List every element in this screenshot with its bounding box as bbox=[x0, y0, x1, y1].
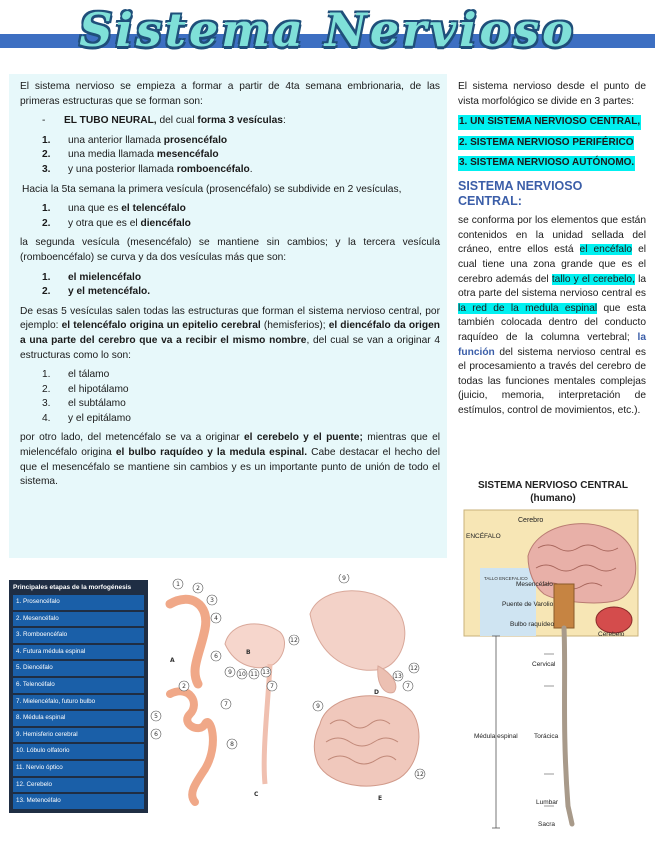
legend-item: 13. Metencéfalo bbox=[13, 794, 144, 809]
legend-item: 1. Prosencéfalo bbox=[13, 595, 144, 610]
stage-letter: E bbox=[378, 795, 383, 802]
rhombencephalon-list bbox=[20, 271, 440, 300]
stage-e-brain bbox=[314, 696, 419, 786]
page-title: Sistema Nervioso bbox=[79, 3, 576, 57]
list-item: 1. el mielencéfalo bbox=[42, 271, 142, 283]
legend-header: Principales etapas de la morfogénesis bbox=[13, 584, 132, 591]
label-cervical: Cervical bbox=[532, 661, 556, 668]
callout-label: 7 bbox=[406, 683, 410, 690]
fifth-week-paragraph: Hacia la 5ta semana la primera vesícula (prosencéfalo) se subdivide en 2 vesículas, bbox=[22, 183, 402, 195]
legend-item: 9. Hemisferio cerebral bbox=[13, 728, 144, 743]
left-text bbox=[20, 80, 440, 495]
callout-label: 12 bbox=[416, 771, 424, 778]
list-item: 2. una media llamada mesencéfalo bbox=[42, 149, 219, 161]
label-toracica: Torácica bbox=[534, 733, 559, 740]
snc-subheading: SISTEMA NERVIOSO CENTRAL: bbox=[458, 178, 583, 208]
label-encefalo: ENCÉFALO bbox=[466, 533, 501, 540]
list-item: 1. una que es el telencéfalo bbox=[42, 203, 186, 215]
spinal-cord bbox=[564, 628, 572, 824]
prosencephalon-list bbox=[20, 202, 440, 231]
callout-label: 10 bbox=[238, 671, 246, 678]
callout-label: 6 bbox=[214, 653, 218, 660]
structures-paragraph: De esas 5 vesículas salen todas las estructuras que forman el sistema nervioso central, por ejemplo: el telencéfalo origina un epitelio cerebral (hemisferios); el diencéfalo da origen a una parte del cerebro que va a recibir el mismo nombre, del cual se van a originar 4 estructuras como lo son: bbox=[20, 305, 440, 361]
callout-label: 9 bbox=[316, 703, 320, 710]
legend-item: 10. Lóbulo olfatorio bbox=[13, 744, 144, 759]
stage-letter: B bbox=[246, 649, 251, 656]
division-item: 1. UN SISTEMA NERVIOSO CENTRAL, bbox=[458, 115, 641, 130]
list-item: 3. el subtálamo bbox=[42, 398, 126, 410]
embryo-brain-illustration bbox=[150, 574, 446, 814]
stage-a-tube bbox=[170, 599, 206, 684]
callout-label: 6 bbox=[154, 731, 158, 738]
legend-item: 11. Nervio óptico bbox=[13, 761, 144, 776]
label-mesencefalo: Mesencéfalo bbox=[516, 581, 553, 588]
label-bulbo: Bulbo raquídeo bbox=[510, 621, 555, 628]
label-sacra: Sacra bbox=[538, 821, 555, 828]
callout-label: 7 bbox=[224, 701, 228, 708]
metencephalon-paragraph: por otro lado, del metencéfalo se va a originar el cerebelo y el puente; mientras que el mielencéfalo origina el bulbo raquídeo y la medula espinal. Cabe destacar el hecho del que el mesencéfalo se mantiene sin cambios y es un importante punto de unión de todo el sistema. bbox=[20, 432, 440, 488]
callout-label: 9 bbox=[228, 669, 232, 676]
division-item: 2. SISTEMA NERVIOSO PERIFÉRICO bbox=[458, 136, 634, 151]
callout-label: 13 bbox=[394, 673, 402, 680]
label-puente: Puente de Varolio bbox=[502, 601, 554, 608]
legend-item: 12. Cerebelo bbox=[13, 778, 144, 793]
right-column bbox=[458, 80, 646, 424]
label-medula: Médula espinal bbox=[474, 733, 518, 740]
legend-item: 5. Diencéfalo bbox=[13, 661, 144, 676]
division-item: 3. SISTEMA NERVIOSO AUTÓNOMO. bbox=[458, 156, 635, 171]
intro-paragraph: El sistema nervioso se empieza a formar a partir de 4ta semana embrionaria, de las primeras estructuras que se forman son: bbox=[20, 81, 440, 107]
diagram-subtitle: (humano) bbox=[530, 493, 576, 504]
list-item: 2. y el metencéfalo. bbox=[42, 286, 151, 298]
stage-d-brain bbox=[310, 591, 405, 671]
label-tallo: TALLO ENCEFALICO bbox=[484, 576, 528, 581]
stage-letter: A bbox=[170, 657, 175, 664]
division-paragraph: El sistema nervioso desde el punto de vista morfológico se divide en 3 partes: bbox=[458, 81, 646, 107]
list-item: 1. el tálamo bbox=[42, 369, 110, 381]
callout-label: 12 bbox=[290, 637, 298, 644]
callout-label: 2 bbox=[182, 683, 186, 690]
stage-c-tube bbox=[170, 691, 213, 802]
cerebellum-shape bbox=[596, 607, 632, 633]
list-item: 1. una anterior llamada prosencéfalo bbox=[42, 134, 228, 146]
list-item: 4. y el epitálamo bbox=[42, 412, 131, 424]
stage-b-brain bbox=[225, 624, 285, 668]
snc-diagram bbox=[458, 476, 648, 842]
diencephalon-list bbox=[20, 368, 440, 426]
callout-label: 4 bbox=[214, 615, 218, 622]
callout-label: 8 bbox=[230, 741, 234, 748]
callout-label: 1 bbox=[176, 581, 180, 588]
list-item: 3. y una posterior llamada romboencéfalo. bbox=[42, 163, 253, 175]
callout-label: 5 bbox=[154, 713, 158, 720]
tube-line: - EL TUBO NEURAL, del cual forma 3 vesículas: bbox=[42, 115, 286, 127]
vesicles-list bbox=[20, 134, 440, 178]
callout-label: 9 bbox=[342, 575, 346, 582]
label-cerebelo: Cerebelo bbox=[598, 631, 625, 638]
legend-item: 2. Mesencéfalo bbox=[13, 612, 144, 627]
legend-item: 8. Médula espinal bbox=[13, 711, 144, 726]
callout-label: 3 bbox=[210, 597, 214, 604]
callout-label: 7 bbox=[270, 683, 274, 690]
callout-label: 11 bbox=[250, 671, 258, 678]
label-lumbar: Lumbar bbox=[536, 799, 559, 806]
diagram-title: SISTEMA NERVIOSO CENTRAL bbox=[477, 480, 629, 491]
label-cerebro: Cerebro bbox=[518, 517, 544, 524]
brainstem-shape bbox=[554, 584, 574, 628]
legend-item: 7. Mielencéfalo, futuro bulbo bbox=[13, 695, 144, 710]
legend-item: 6. Telencéfalo bbox=[13, 678, 144, 693]
legend-item: 4. Futura médula espinal bbox=[13, 645, 144, 660]
brain-cerebrum bbox=[528, 524, 636, 603]
stage-letter: C bbox=[254, 791, 259, 798]
stage-letter: D bbox=[374, 689, 379, 696]
list-item: 2. el hipotálamo bbox=[42, 383, 129, 395]
snc-paragraph: se conforma por los elementos que están contenidos en la unidad sellada del cráneo, entre ellos está el encéfalo el cual tiene una zona grande que es el cerebro además del tallo y el cerebelo, la otra parte del sistema nervioso central es la red de la medula espinal que esta también colocada dentro del conducto raquídeo de la columna vertebral; la función del sistema nervioso central es el procesamiento a través del cerebro de todas las funciones mentales complejas (juicio, memoria, interpretación de estímulos, control de movimientos, etc.). bbox=[458, 215, 647, 416]
callout-label: 2 bbox=[196, 585, 200, 592]
list-item: 2. y otra que es el diencéfalo bbox=[42, 217, 191, 229]
callout-label: 13 bbox=[262, 669, 270, 676]
morphogenesis-legend bbox=[9, 580, 148, 813]
second-vesicle-paragraph: la segunda vesícula (mesencéfalo) se mantiene sin cambios; y la tercera vesícula (romboencéfalo) se curva y da dos vesículas más que son: bbox=[20, 237, 440, 263]
callout-label: 12 bbox=[410, 665, 418, 672]
legend-item: 3. Romboencéfalo bbox=[13, 628, 144, 643]
stage-d-cerebellum bbox=[378, 666, 396, 693]
